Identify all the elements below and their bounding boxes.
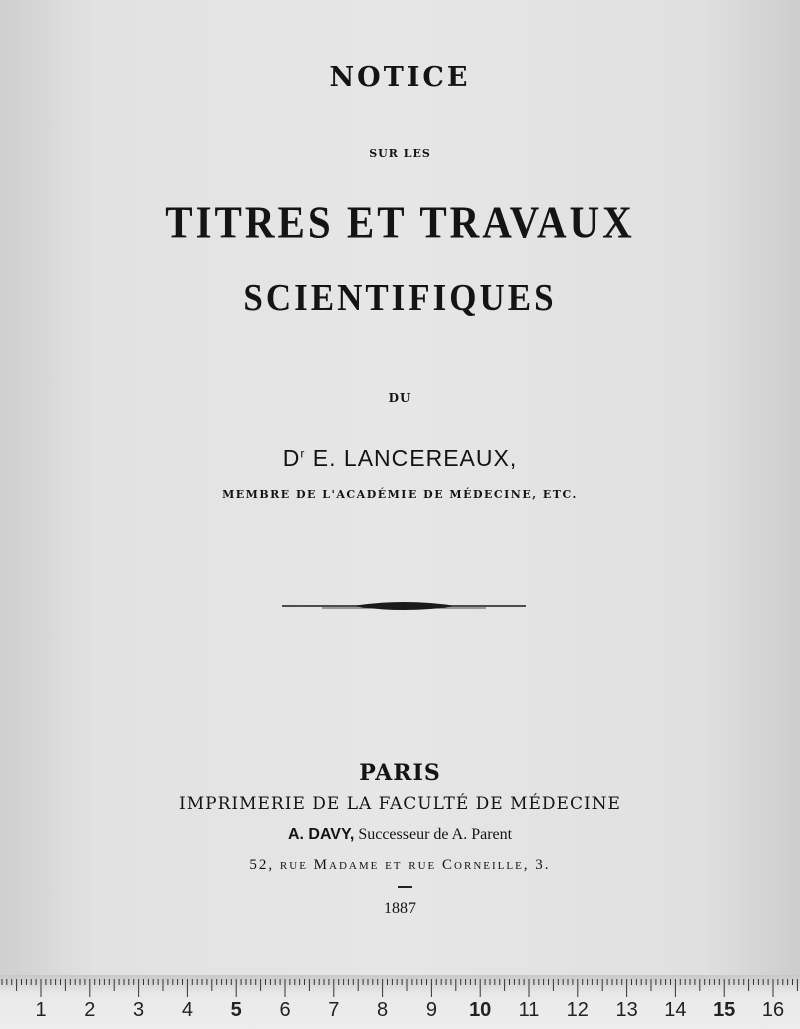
ornamental-rule-icon xyxy=(282,598,526,614)
separator-dash xyxy=(398,886,412,888)
author-name-text: E. LANCEREAUX, xyxy=(312,445,518,471)
printer-address: 52, rue Madame et rue Corneille, 3. xyxy=(249,857,551,873)
printer-name: IMPRIMERIE DE LA FACULTÉ DE MÉDECINE xyxy=(179,794,621,814)
davy-rest: Successeur de A. Parent xyxy=(358,826,513,843)
ruler-number: 3 xyxy=(133,999,145,1021)
ruler-number: 6 xyxy=(279,999,291,1021)
publication-city: PARIS xyxy=(359,760,441,786)
ruler-number: 4 xyxy=(181,999,193,1021)
sur-les-text: SUR LES xyxy=(369,147,431,160)
ruler-number: 12 xyxy=(566,999,589,1021)
ruler-number: 16 xyxy=(761,999,785,1021)
author-name xyxy=(0,445,800,472)
ruler-number: 1 xyxy=(35,999,47,1021)
ruler-number: 13 xyxy=(615,999,638,1021)
main-title: TITRES ET TRAVAUX xyxy=(165,196,635,248)
ruler-number: 7 xyxy=(328,999,340,1021)
measuring-ruler xyxy=(0,975,800,1029)
ruler-number: 14 xyxy=(664,999,687,1021)
du-text: DU xyxy=(388,391,412,405)
author-superscript: r xyxy=(300,446,306,461)
publication-year: 1887 xyxy=(384,900,416,917)
author-affiliation: MEMBRE DE L'ACADÉMIE DE MÉDECINE, ETC. xyxy=(222,488,578,501)
notice-heading: NOTICE xyxy=(329,62,471,93)
main-title-second-line: SCIENTIFIQUES xyxy=(243,276,557,319)
ruler-number: 8 xyxy=(377,999,389,1021)
printer-successor xyxy=(0,826,800,844)
ruler-number: 5 xyxy=(230,999,242,1021)
ruler-number: 2 xyxy=(84,999,96,1021)
davy-name: A. DAVY, xyxy=(287,826,355,843)
ruler-number: 10 xyxy=(469,999,492,1021)
ruler-number: 11 xyxy=(518,999,540,1021)
author-prefix: D xyxy=(282,445,301,471)
ruler-number: 15 xyxy=(713,999,736,1021)
ruler-number: 9 xyxy=(425,999,437,1021)
